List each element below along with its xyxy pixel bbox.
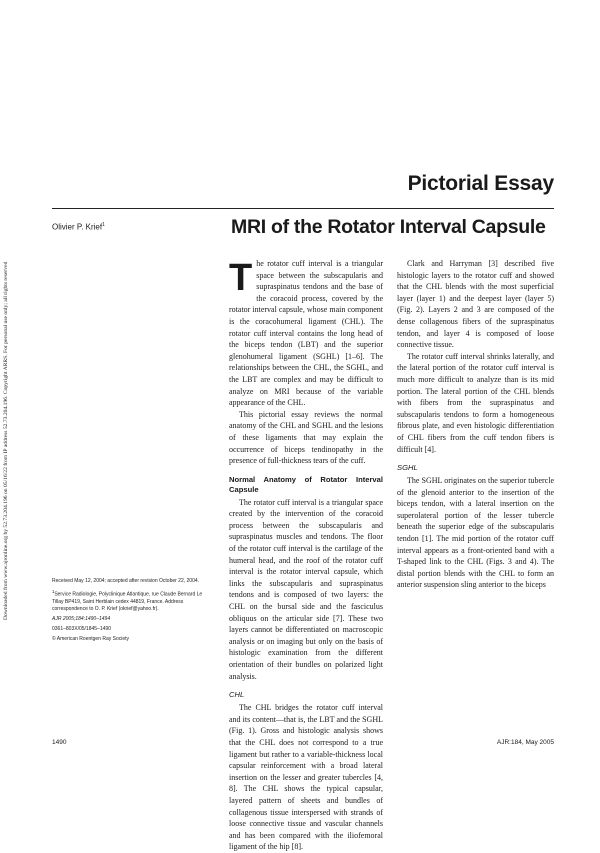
chl-paragraph-1a (229, 702, 383, 853)
intro-paragraph-2: This pictorial essay reviews the normal anatomy of the CHL and SGHL and the lesions of these ligaments that may explain the occurrence of biceps tendinopathy in the presence of full-thickness tears of the cuff. (229, 409, 383, 466)
header-rule (52, 208, 554, 209)
heading-normal-anatomy: Normal Anatomy of Rotator Interval Capsule (229, 474, 383, 494)
author-superscript: 1 (102, 222, 105, 228)
intro-paragraph (229, 258, 383, 409)
download-notice (3, 150, 15, 620)
chl-paragraph-3: The rotator cuff interval shrinks laterally, and the lateral portion of the rotator cuff interval is much more difficult to analyze than is its mid portion. The lateral portion of the CHL blends with fibers from the supraspinatus and subscapularis tendons to form a homogeneous fibrous plate, and even histologic differentiation of CHL fibers from the cuff tendon fibers is difficult [4]. (397, 351, 554, 454)
received-note: Received May 12, 2004; accepted after revision October 22, 2004. (52, 578, 200, 584)
anatomy-paragraph: The rotator cuff interval is a triangular space created by the intervention of the coracoid process between the subscapularis and supraspinatus muscles and tendons. The floor of the rotator cuff interval is the cartilage of the humeral head, and the roof of the rotator cuff interval is the rotator interval capsule, which links the subscapularis and supraspinatus tendons and is composed of two layers: the CHL on the bursal side and the fasciculus obliquus on the articular side [7]. These two layers cannot be differentiated on macroscopic analysis or on imaging but only on the basis of histologic examination from the different orientation of their bundles on polarized light analysis. (229, 497, 383, 681)
author-text: Olivier P. Krief (52, 222, 103, 232)
affiliation-note (52, 588, 212, 614)
chl-paragraph-1-text: The CHL bridges the rotator cuff interval and its content—that is, the LBT and the SGHL (Fig. 1). Gross and histologic analysis shows that the CHL does not correspond to a true ligament but rather to a variable-thickness local capsular reinforcement with a broad lateral insertion on the lesser and greater tubercles [4, 8]. The CHL shows the typical capsular, layered pattern of sheets and bundles of collagenous tissue interspersed with strands of loose connective tissue and vascular channels and has been compared with the iliofemoral ligament of the hip [8]. (229, 703, 383, 852)
citation-note: AJR 2005;184:1490–1494 (52, 616, 111, 623)
journal-footer: AJR:184, May 2005 (496, 739, 554, 746)
sghl-paragraph: The SGHL originates on the superior tubercle of the glenoid anterior to the insertion of the biceps tendon, with a lateral insertion on the superolateral portion of the lesser tubercle beneath the superior edge of the subscapularis tendon [1]. The mid portion of the rotator cuff interval appears as a front-oriented band with a T-shaped link to the CHL (Figs. 3 and 4). The distal portion blends with the CHL to form an anterior suspension sling anterior to the biceps (397, 476, 554, 590)
article-notes (52, 578, 212, 646)
heading-chl: CHL (229, 690, 245, 700)
body-column-right (397, 258, 554, 591)
affiliation-text: Service Radiologie, Polyclinique Atlantique, rue Claude Bernard Le Tillay BP419, Saint Herblain cedex 44819, France. Address correspondence to O. P. Krief (okrief@yahoo.fr). (52, 591, 203, 613)
issn-note: 0361–803X/05/1845–1490 (52, 626, 111, 633)
intro-text: he rotator cuff interval is a triangular space between the subscapularis and supraspinatus tendons and the base of the coracoid process, covered by the rotator interval capsule, whose main component is the coracohumeral ligament (CHL). The rotator cuff interval contains the long head of the biceps tendon (LBT) and the superior glenohumeral ligament (SGHL) [1–6]. The relationships between the CHL, the SGHL, and the LBT are complex and may be difficult to analyze on MRI because of the variable appearance of the CHL. (229, 259, 383, 408)
page-number: 1490 (52, 739, 67, 746)
heading-sghl: SGHL (397, 463, 418, 473)
chl-paragraph-2: Clark and Harryman [3] described five histologic layers to the rotator cuff and showed that the CHL blends with the most superficial layer (layer 1) and the deepest layer (layer 5) (Fig. 2). Layers 2 and 3 are composed of the dense collagenous fibers of the supraspinatus tendon, and layer 4 is composed of loose connective tissue. (397, 259, 554, 350)
download-notice-text: Downloaded from www.ajronline.org by 52.73.204.196 on 05/16/22 from IP address 52.73.204.196. Copyright ARRS. For personal use only; all rights reserved (3, 261, 9, 620)
article-title: MRI of the Rotator Interval Capsule (231, 216, 546, 238)
affiliation-superscript: 1 (52, 588, 55, 594)
section-label: Pictorial Essay (407, 172, 554, 195)
body-column-left (229, 258, 383, 853)
author-name (52, 222, 105, 232)
copyright-note: © American Roentgen Ray Society (52, 636, 130, 643)
drop-cap: T (229, 257, 253, 299)
